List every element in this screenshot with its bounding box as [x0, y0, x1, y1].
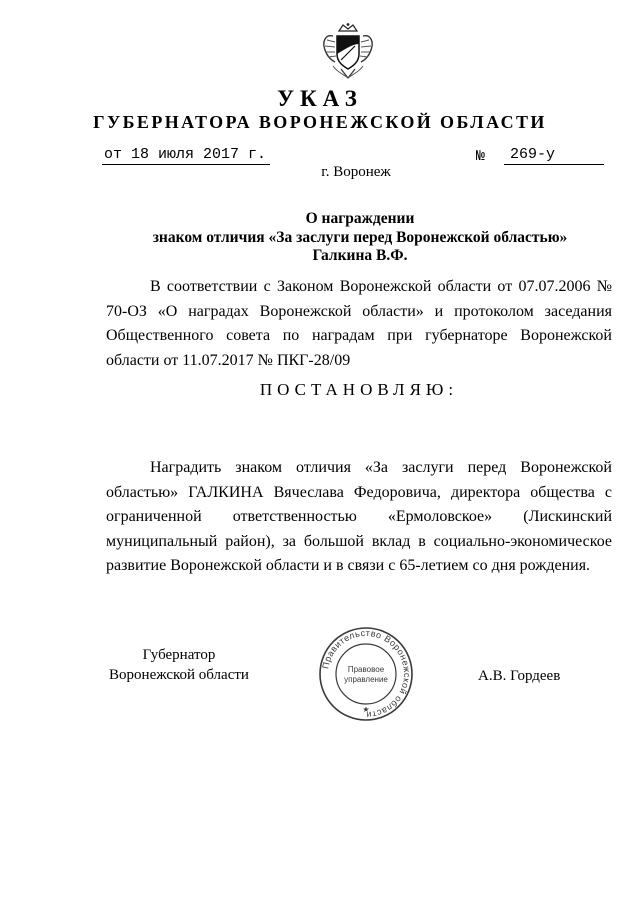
document-date: от 18 июля 2017 г. — [102, 146, 270, 165]
main-paragraph — [106, 456, 612, 579]
signatory-position — [106, 646, 252, 685]
document-number-value: 269-у — [510, 146, 556, 163]
signatory-name: А.В. Гордеев — [478, 668, 561, 684]
preamble-text: В соответствии с Законом Воронежской области от 07.07.2006 № 70-ОЗ «О наградах Воронежской области» и протоколом заседания Общественного совета по наградам при губернаторе Воронежской области от 11.07.2017 № ПКГ-28/09 — [106, 278, 612, 369]
document-subtitle: ГУБЕРНАТОРА ВОРОНЕЖСКОЙ ОБЛАСТИ — [93, 112, 547, 132]
document-heading — [90, 210, 630, 266]
heading-line-1: О награждении — [305, 210, 415, 227]
stamp-inner-line-2: управление — [344, 675, 388, 684]
coat-of-arms-icon — [319, 22, 377, 82]
signatory-position-line-1: Губернатор — [142, 647, 216, 663]
stamp-star-icon: ★ — [362, 705, 370, 714]
signatory-position-line-2: Воронежской области — [109, 666, 249, 683]
document-number — [504, 146, 604, 165]
preamble-paragraph — [106, 275, 612, 373]
document-title: УКАЗ — [277, 86, 363, 111]
official-stamp — [318, 626, 414, 722]
heading-line-2: знаком отличия «За заслуги перед Воронежской областью» — [152, 228, 568, 246]
document-number-label: № — [476, 148, 486, 165]
main-text: Наградить знаком отличия «За заслуги перед Воронежской областью» ГАЛКИНА Вячеслава Федоровича, директора общества с ограниченной ответственностью «Ермоловское» (Лискинский муниципальный район), за большой вклад в социально-экономическое развитие Воронежской области и в связи с 65-летием со дня рождения. — [106, 459, 612, 574]
stamp-inner-line-1: Правовое — [347, 665, 385, 674]
document-city: г. Воронеж — [321, 164, 391, 180]
heading-line-3: Галкина В.Ф. — [312, 247, 408, 264]
stamp-outer-text: Правительство Воронежской области — [320, 627, 413, 721]
stamp-inner-ring — [336, 644, 396, 704]
decree-word: ПОСТАНОВЛЯЮ: — [259, 380, 459, 399]
